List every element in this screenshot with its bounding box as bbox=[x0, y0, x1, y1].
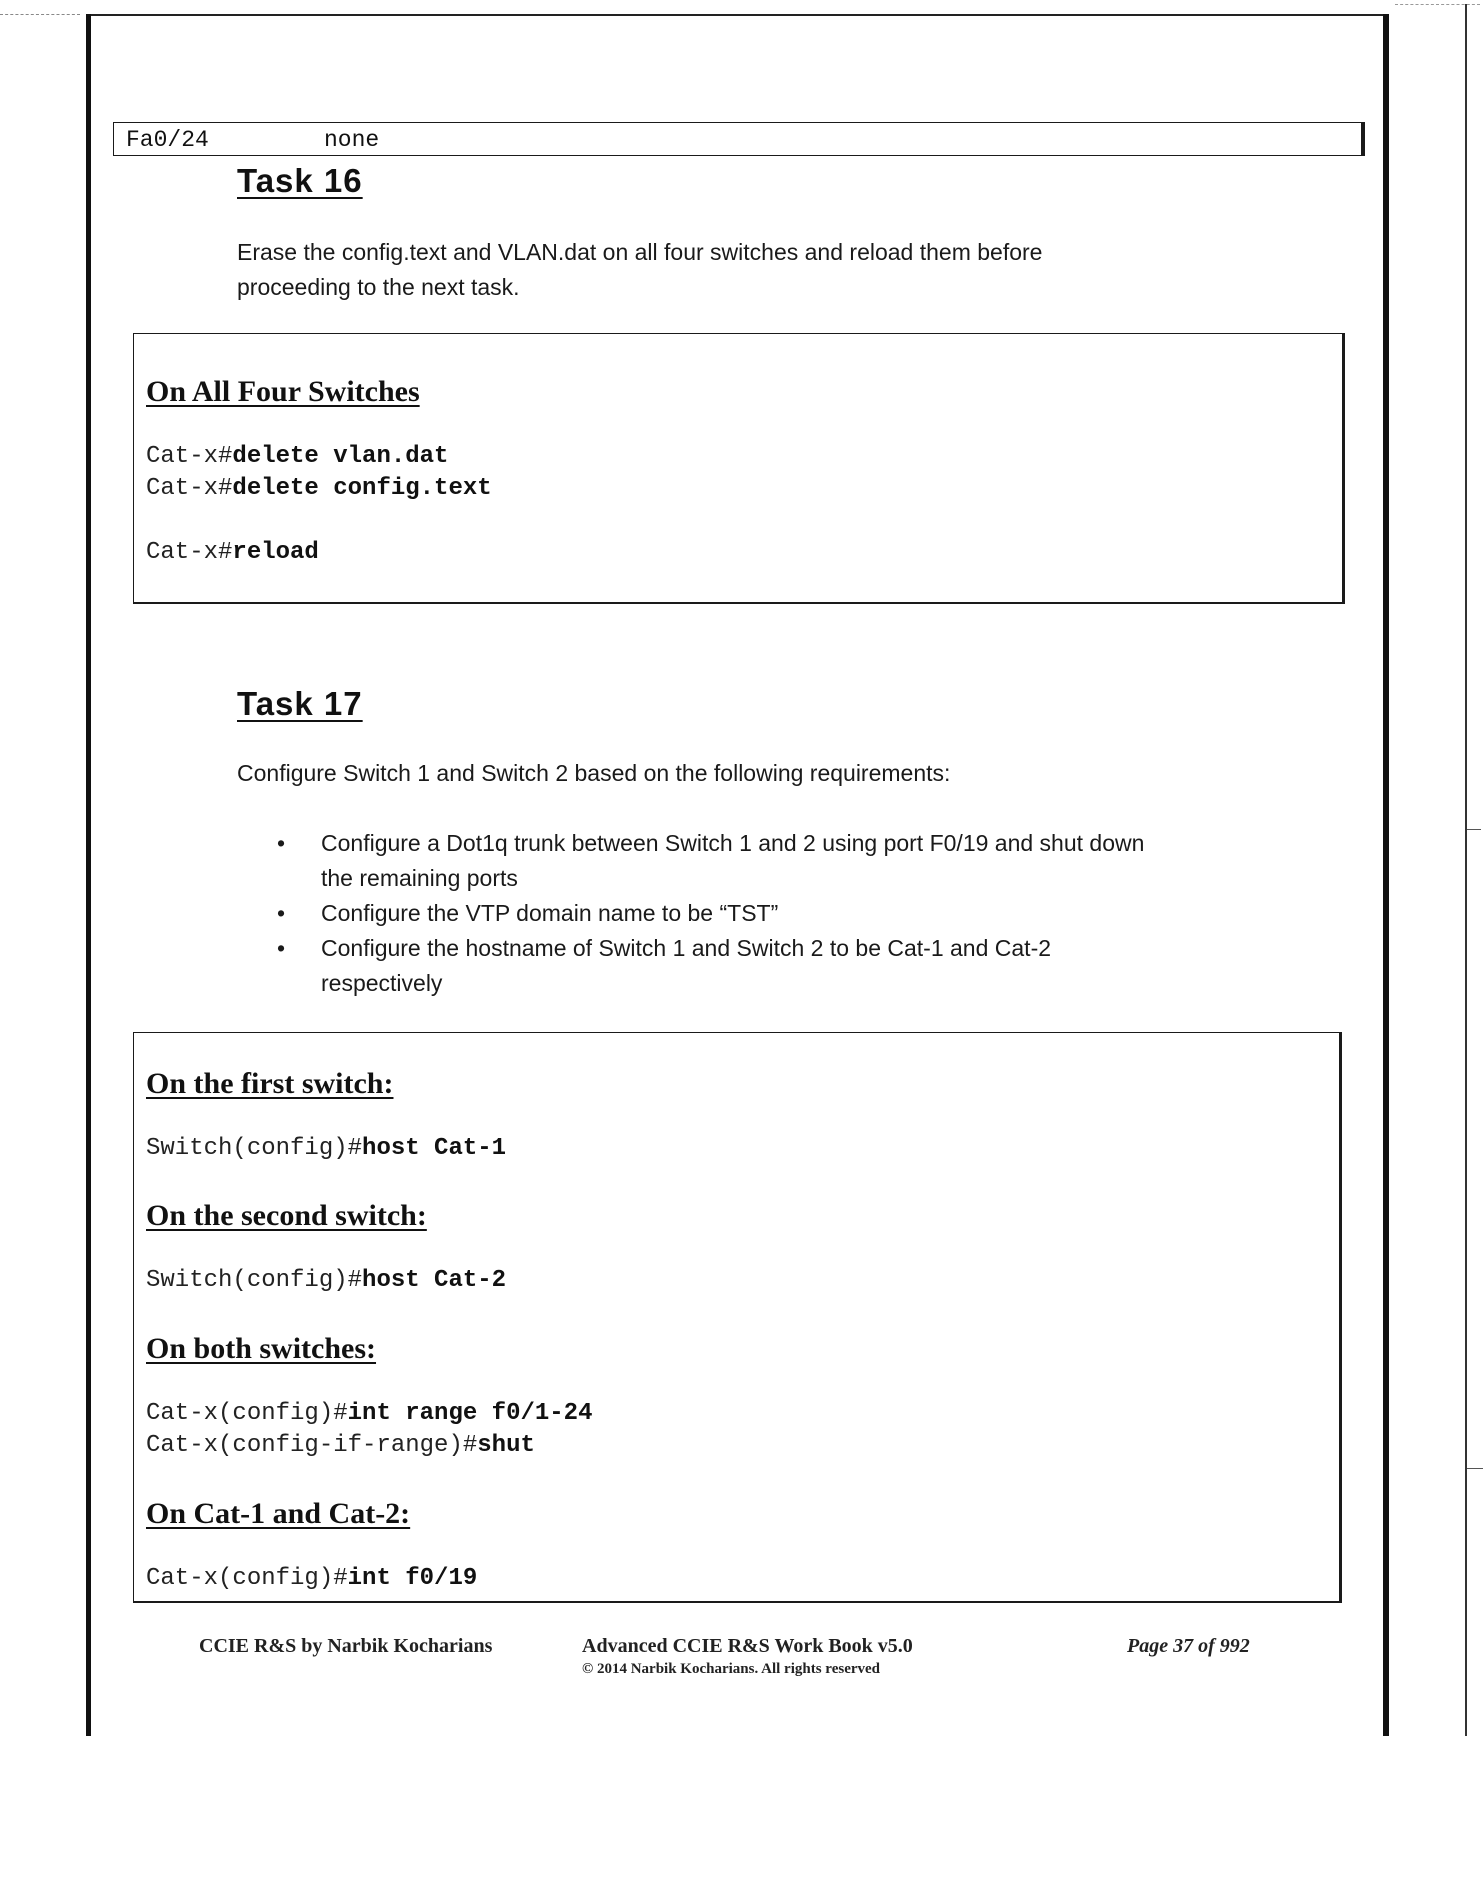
scan-artifact-tick bbox=[1467, 829, 1481, 830]
footer-book-title: Advanced CCIE R&S Work Book v5.0 bbox=[582, 1635, 913, 1657]
cli-command-line bbox=[146, 1563, 477, 1595]
task-17-heading: Task 17 bbox=[237, 685, 363, 722]
solution-heading-both-switches: On both switches: bbox=[146, 1332, 377, 1365]
cli-command: host Cat-1 bbox=[362, 1135, 507, 1162]
solution-heading-second-switch: On the second switch: bbox=[146, 1199, 427, 1232]
previous-output-table bbox=[113, 122, 1365, 156]
solution-heading-cat1-cat2: On Cat-1 and Cat-2: bbox=[146, 1497, 411, 1530]
requirement-text: the remaining ports bbox=[321, 865, 518, 891]
value-cell: none bbox=[324, 127, 380, 153]
requirement-text: respectively bbox=[321, 970, 443, 996]
cli-command: reload bbox=[232, 539, 319, 566]
scan-artifact-tick bbox=[1467, 1468, 1483, 1469]
cli-command-line bbox=[146, 537, 319, 569]
cli-command: shut bbox=[477, 1432, 535, 1459]
requirement-text: Configure a Dot1q trunk between Switch 1 and 2 using port F0/19 and shut down bbox=[321, 830, 1145, 856]
description-line: Erase the config.text and VLAN.dat on all four switches and reload them before bbox=[237, 239, 1043, 265]
footer-page-number: Page 37 of 992 bbox=[1127, 1635, 1250, 1657]
requirements-list bbox=[237, 826, 1257, 1001]
page-frame-right-border bbox=[1383, 14, 1389, 1736]
requirement-text: Configure the hostname of Switch 1 and Switch 2 to be Cat-1 and Cat-2 bbox=[321, 935, 1052, 961]
task-16-description bbox=[237, 235, 1237, 305]
bullet-icon: • bbox=[277, 900, 286, 926]
cli-prompt: Cat-x# bbox=[146, 475, 233, 502]
task-17-intro: Configure Switch 1 and Switch 2 based on the following requirements: bbox=[237, 760, 951, 786]
page-frame-top-border bbox=[87, 14, 1387, 16]
scan-artifact-line bbox=[0, 14, 80, 15]
requirement-text: Configure the VTP domain name to be “TST” bbox=[321, 900, 779, 926]
cli-command: host Cat-2 bbox=[362, 1267, 507, 1294]
scan-artifact-line bbox=[1395, 4, 1480, 5]
cli-command: int f0/19 bbox=[347, 1565, 478, 1592]
bullet-icon: • bbox=[277, 935, 286, 961]
footer-author: CCIE R&S by Narbik Kocharians bbox=[199, 1635, 493, 1657]
cli-prompt: Cat-x(config-if-range)# bbox=[146, 1432, 478, 1459]
cli-command-line bbox=[146, 1430, 535, 1462]
requirement-item bbox=[237, 826, 1257, 896]
interface-cell: Fa0/24 bbox=[126, 127, 209, 153]
cli-command-line bbox=[146, 1398, 592, 1430]
bullet-icon: • bbox=[277, 830, 286, 856]
cli-command-line bbox=[146, 441, 448, 473]
task-16-heading: Task 16 bbox=[237, 162, 363, 199]
cli-command-line bbox=[146, 1133, 506, 1165]
requirement-item bbox=[237, 896, 1257, 931]
cli-prompt: Cat-x(config)# bbox=[146, 1400, 348, 1427]
requirement-item bbox=[237, 931, 1257, 1001]
cli-command: int range f0/1-24 bbox=[347, 1400, 593, 1427]
description-line: proceeding to the next task. bbox=[237, 274, 520, 300]
footer-copyright: © 2014 Narbik Kocharians. All rights reserved bbox=[582, 1661, 881, 1677]
cli-prompt: Cat-x# bbox=[146, 443, 233, 470]
solution-heading-all-switches: On All Four Switches bbox=[146, 375, 420, 408]
cli-prompt: Cat-x(config)# bbox=[146, 1565, 348, 1592]
cli-command-line bbox=[146, 1265, 506, 1297]
cli-command: delete config.text bbox=[232, 475, 492, 502]
cli-prompt: Cat-x# bbox=[146, 539, 233, 566]
solution-heading-first-switch: On the first switch: bbox=[146, 1067, 394, 1100]
cli-command: delete vlan.dat bbox=[232, 443, 449, 470]
scan-page-edge bbox=[1465, 4, 1467, 1736]
page-frame-left-border bbox=[86, 14, 91, 1736]
cli-command-line bbox=[146, 473, 492, 505]
cli-prompt: Switch(config)# bbox=[146, 1267, 363, 1294]
table-row bbox=[126, 127, 379, 153]
cli-prompt: Switch(config)# bbox=[146, 1135, 363, 1162]
